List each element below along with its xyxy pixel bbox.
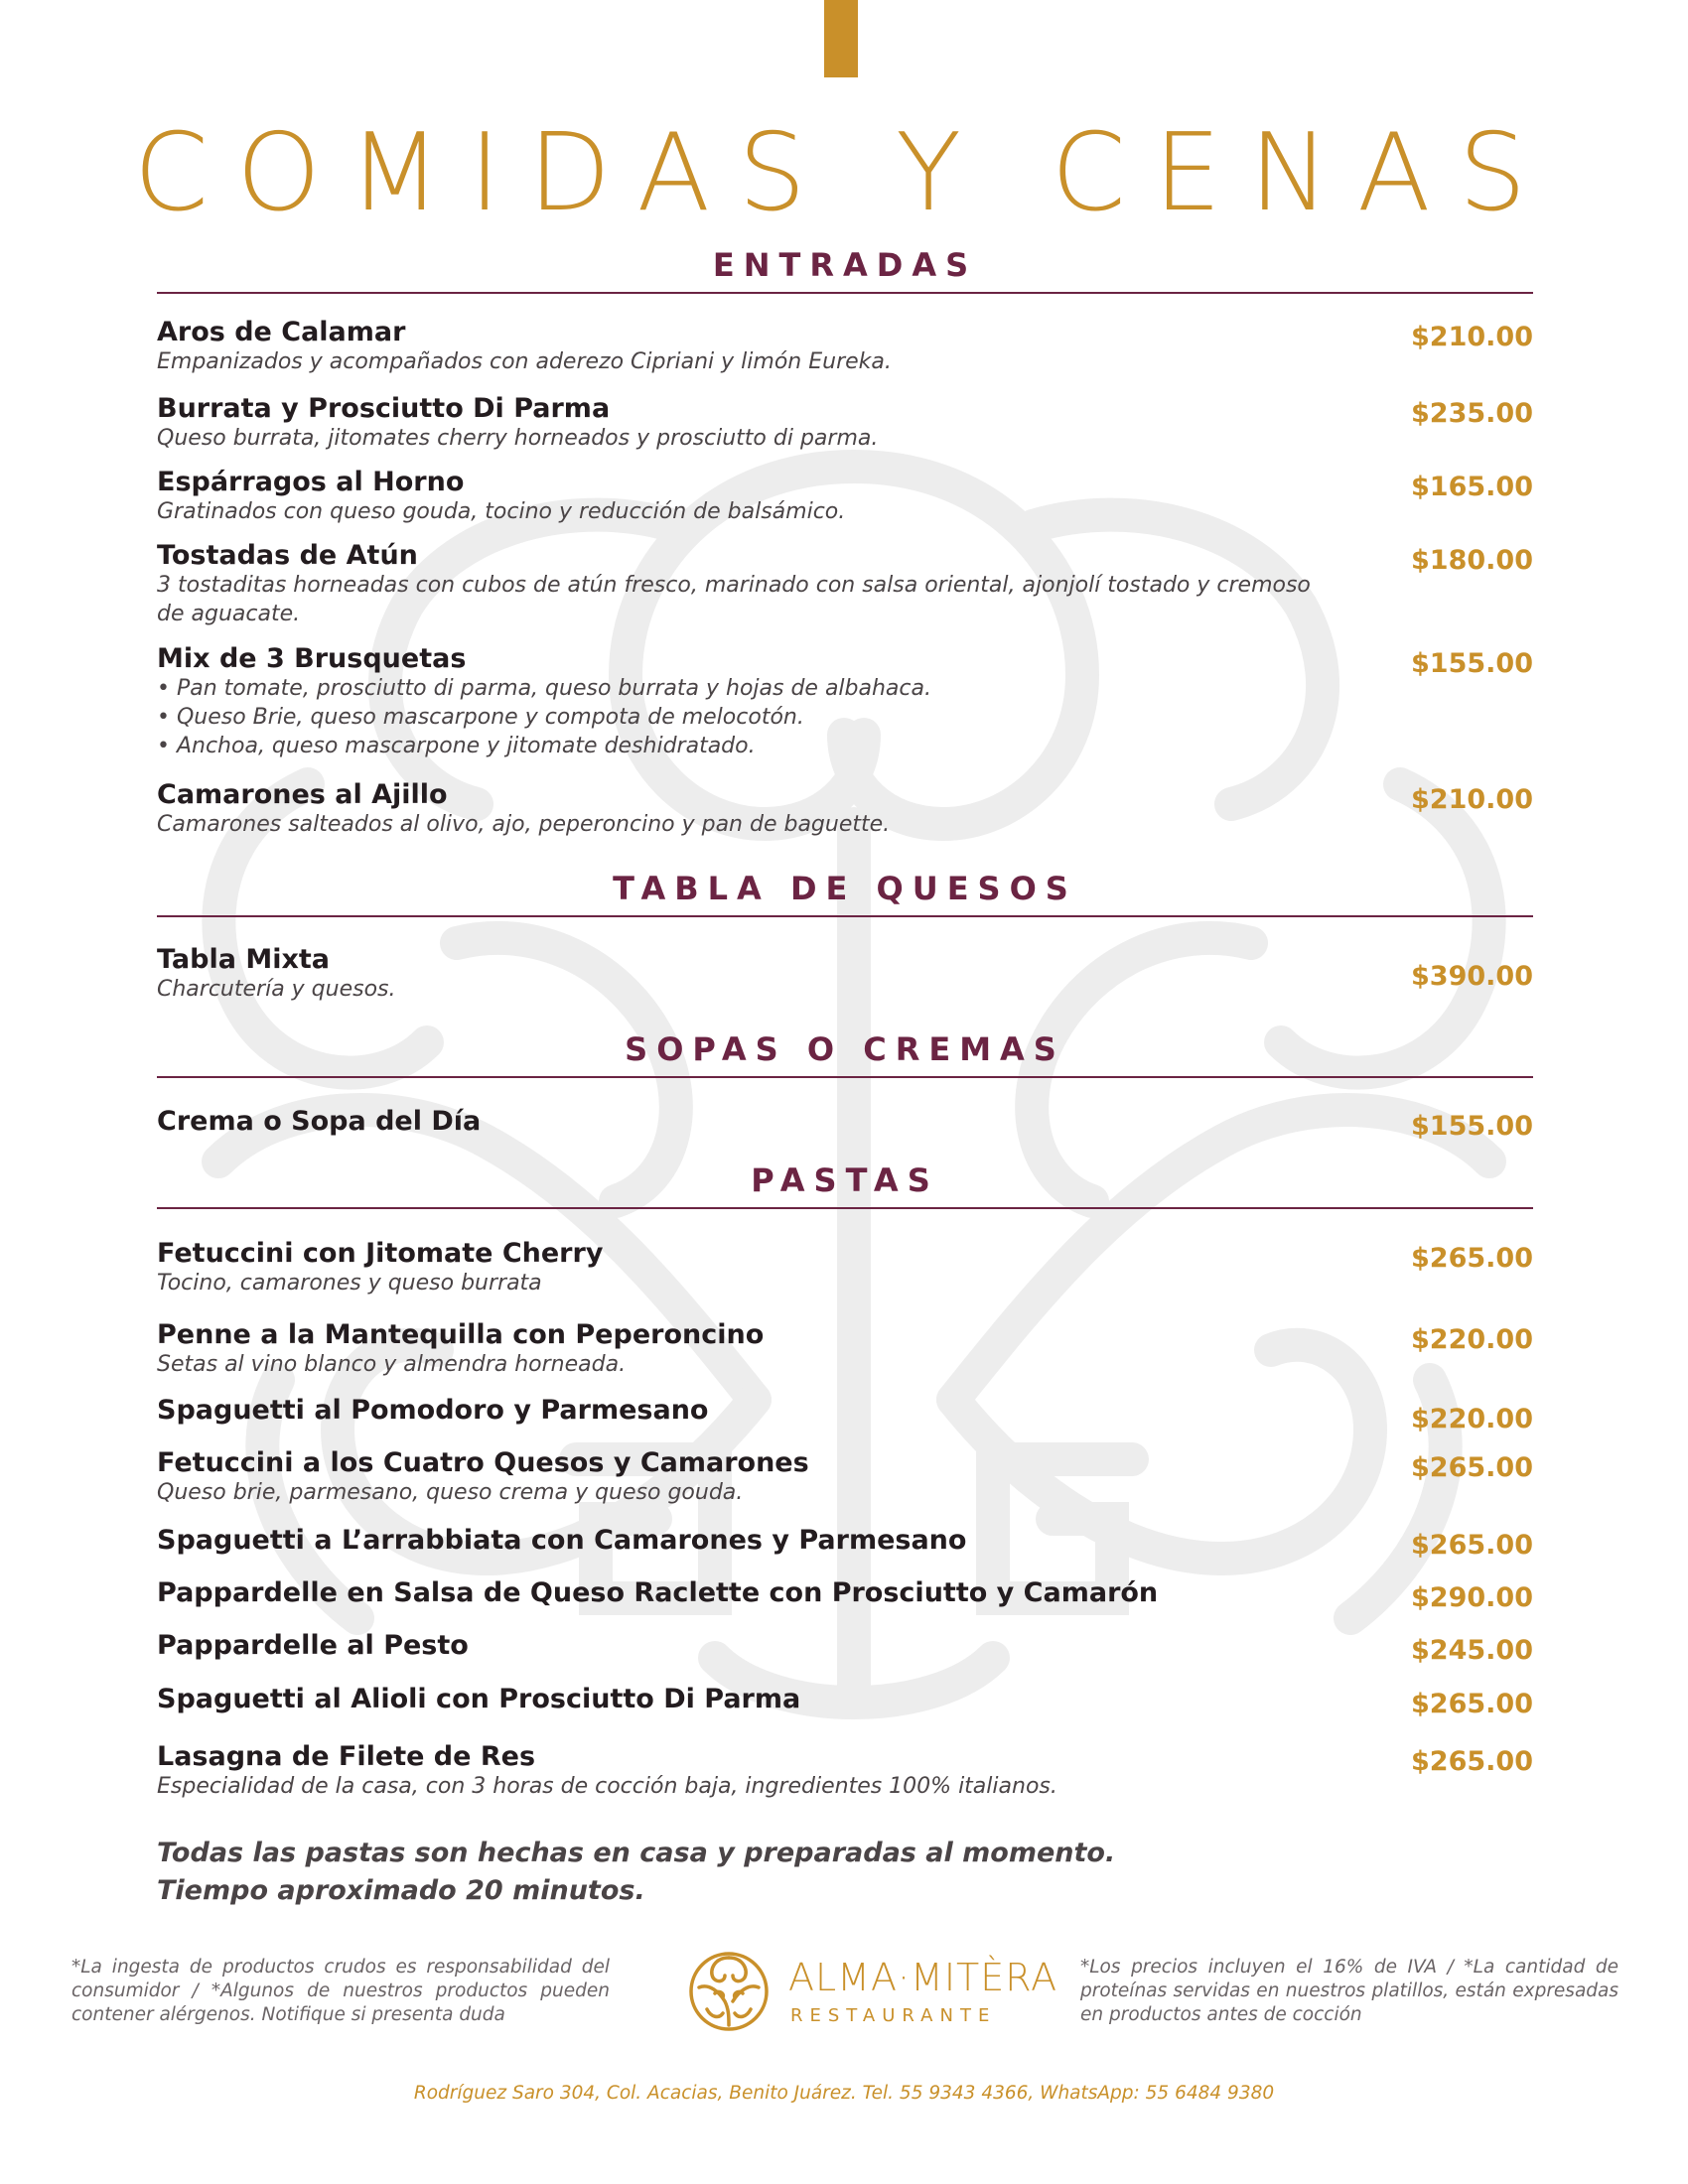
pasta-note-line: Tiempo aproximado 20 minutos.	[157, 1875, 645, 1906]
item-price: $245.00	[1411, 1635, 1533, 1666]
item-price: $220.00	[1411, 1324, 1533, 1355]
item-description: Tocino, camarones y queso burrata	[157, 1271, 542, 1296]
section-title: SOPAS O CREMAS	[625, 1030, 1065, 1068]
section-divider	[157, 1076, 1533, 1078]
item-description-line: • Queso Brie, queso mascarpone y compota de melocotón.	[157, 705, 804, 730]
brand-subtitle: RESTAURANTE	[790, 2005, 997, 2026]
menu-item	[157, 1684, 1533, 1719]
section-title: ENTRADAS	[712, 246, 978, 284]
item-name: Lasagna de Filete de Res	[157, 1741, 536, 1772]
item-price: $210.00	[1411, 784, 1533, 815]
item-name: Camarones al Ajillo	[157, 779, 448, 810]
item-name: Fetuccini a los Cuatro Quesos y Camarones	[157, 1447, 809, 1478]
item-name: Tabla Mixta	[157, 944, 331, 975]
menu-item	[157, 1577, 1533, 1613]
item-name: Spaguetti al Alioli con Prosciutto Di Parma	[157, 1684, 801, 1714]
menu-item	[157, 1448, 1533, 1507]
item-description-line: • Pan tomate, prosciutto di parma, queso burrata y hojas de albahaca.	[157, 676, 931, 701]
restaurant-logo	[685, 1948, 1058, 2037]
menu-item	[157, 945, 1533, 1004]
item-description: Gratinados con queso gouda, tocino y reducción de balsámico.	[157, 499, 846, 524]
section-header-entradas	[157, 244, 1533, 294]
item-price: $155.00	[1411, 1111, 1533, 1142]
page-title: COMIDAS Y CENAS	[133, 111, 1555, 235]
item-name: Tostadas de Atún	[157, 540, 418, 571]
item-name: Espárragos al Horno	[157, 467, 465, 497]
item-price: $220.00	[1411, 1404, 1533, 1434]
item-description: Camarones salteados al olivo, ajo, peperoncino y pan de baguette.	[157, 812, 891, 837]
item-name: Aros de Calamar	[157, 317, 406, 347]
menu-item	[157, 1395, 1533, 1434]
top-accent-bar	[824, 0, 858, 77]
item-name: Spaguetti a L’arrabbiata con Camarones y Parmesano	[157, 1525, 967, 1556]
section-divider	[157, 1207, 1533, 1209]
item-description: Queso burrata, jitomates cherry horneados y prosciutto di parma.	[157, 426, 879, 451]
pasta-note-line: Todas las pastas son hechas en casa y preparadas al momento.	[157, 1838, 1116, 1868]
section-title: TABLA DE QUESOS	[613, 870, 1077, 907]
item-name: Burrata y Prosciutto Di Parma	[157, 393, 611, 424]
item-price: $290.00	[1411, 1582, 1533, 1613]
footer-address: Rodríguez Saro 304, Col. Acacias, Benito Juárez. Tel. 55 9343 4366, WhatsApp: 55 6484 9380	[413, 2083, 1275, 2104]
section-divider	[157, 915, 1533, 917]
item-description: Charcutería y quesos.	[157, 977, 396, 1002]
footer-disclaimer-right: *Los precios incluyen el 16% de IVA / *La cantidad de proteínas servidas en nuestros platillos, están expresadas en productos antes de cocción	[1080, 1957, 1618, 2025]
section-header-pastas	[157, 1160, 1533, 1209]
item-name: Crema o Sopa del Día	[157, 1106, 482, 1137]
item-price: $265.00	[1411, 1243, 1533, 1274]
menu-item	[157, 780, 1533, 839]
menu-item	[157, 1742, 1533, 1801]
section-title: PASTAS	[751, 1161, 939, 1199]
menu-item	[157, 644, 1533, 760]
item-name: Pappardelle en Salsa de Queso Raclette con Prosciutto y Camarón	[157, 1577, 1159, 1608]
item-name: Mix de 3 Brusquetas	[157, 643, 467, 674]
item-price: $390.00	[1411, 961, 1533, 992]
menu-item	[157, 541, 1533, 628]
item-description: Queso brie, parmesano, queso crema y queso gouda.	[157, 1480, 744, 1505]
item-name: Spaguetti al Pomodoro y Parmesano	[157, 1395, 709, 1426]
item-description: 3 tostaditas horneadas con cubos de atún fresco, marinado con salsa oriental, ajonjolí tostado y cremoso de aguacate.	[157, 573, 1311, 626]
menu-item	[157, 1320, 1533, 1379]
brand-name: ALMA·MITÈRA	[788, 1956, 1058, 1999]
pasta-note	[157, 1835, 1115, 1910]
section-divider	[157, 292, 1533, 294]
section-header-sopas	[157, 1028, 1533, 1078]
item-price: $265.00	[1411, 1689, 1533, 1719]
item-name: Fetuccini con Jitomate Cherry	[157, 1238, 604, 1269]
item-name: Penne a la Mantequilla con Peperoncino	[157, 1319, 765, 1350]
item-price: $165.00	[1411, 472, 1533, 502]
menu-item	[157, 1525, 1533, 1561]
item-price: $210.00	[1411, 322, 1533, 352]
item-description-line: • Anchoa, queso mascarpone y jitomate deshidratado.	[157, 734, 756, 758]
logo-emblem-icon	[685, 1948, 773, 2035]
footer-disclaimer-left: *La ingesta de productos crudos es responsabilidad del consumidor / *Algunos de nuestros productos pueden contener alérgenos. Notifique si presenta duda	[71, 1957, 610, 2025]
item-description: Especialidad de la casa, con 3 horas de cocción baja, ingredientes 100% italianos.	[157, 1774, 1057, 1799]
item-description: Empanizados y acompañados con aderezo Cipriani y limón Eureka.	[157, 349, 892, 374]
menu-item	[157, 1630, 1533, 1666]
section-header-quesos	[157, 868, 1533, 917]
item-price: $265.00	[1411, 1746, 1533, 1777]
item-price: $155.00	[1411, 648, 1533, 679]
item-price: $235.00	[1411, 398, 1533, 429]
item-description: Setas al vino blanco y almendra horneada.	[157, 1352, 627, 1377]
item-name: Pappardelle al Pesto	[157, 1630, 469, 1661]
menu-item	[157, 1106, 1533, 1142]
menu-item	[157, 318, 1533, 376]
menu-item	[157, 468, 1533, 526]
item-price: $180.00	[1411, 545, 1533, 576]
menu-item	[157, 394, 1533, 453]
item-price: $265.00	[1411, 1452, 1533, 1483]
menu-item	[157, 1239, 1533, 1297]
item-price: $265.00	[1411, 1530, 1533, 1561]
